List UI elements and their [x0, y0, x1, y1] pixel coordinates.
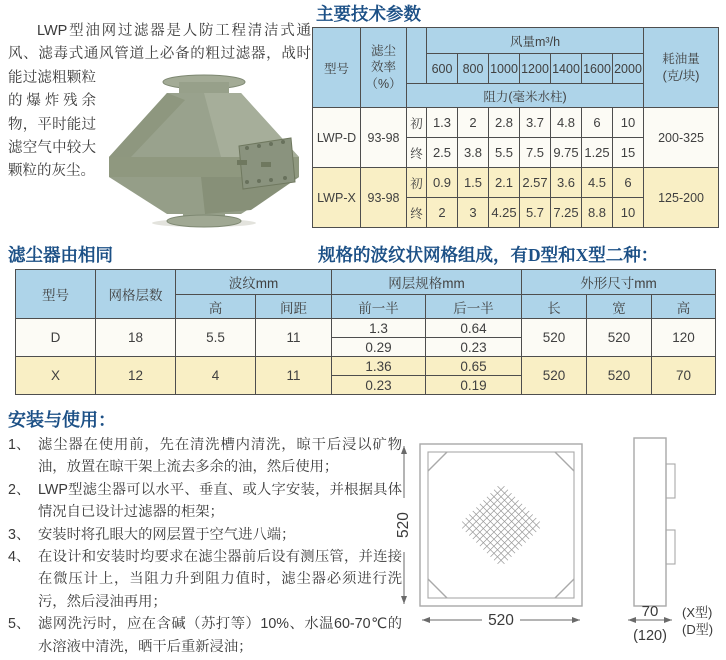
section-title-install: 安装与使用：: [8, 410, 116, 430]
model-cell: X: [16, 357, 96, 395]
section-title-tech-params: 主要技术参数: [316, 4, 421, 24]
list-item-number: 3、: [8, 526, 31, 543]
value-cell: 8.8: [582, 198, 613, 228]
filter-photo: [101, 70, 311, 228]
list-item-number: 4、: [8, 549, 31, 566]
col-header-corr-spacing: 间距: [256, 295, 332, 319]
intro-text-2: 能过滤粗颗粒的爆炸残余物，平时能过滤空气中较大颗粒的灰尘。: [8, 69, 96, 180]
col-header-flow: 600: [427, 54, 458, 84]
mesh-spec-table: [15, 269, 716, 395]
corr-height-cell: 4: [176, 357, 256, 395]
value-cell: 0.9: [427, 168, 458, 198]
corr-height-cell: 5.5: [176, 319, 256, 357]
model-cell: D: [16, 319, 96, 357]
spacer-cell: [407, 28, 427, 84]
col-header-flow: 1200: [520, 54, 551, 84]
value-cell: 3: [458, 198, 489, 228]
value-cell: 5.5: [489, 138, 520, 168]
front-dimensions: [404, 446, 580, 620]
col-header-flow: 2000: [613, 54, 644, 84]
value-cell: 4.25: [489, 198, 520, 228]
height-cell: 120: [652, 319, 716, 357]
efficiency-cell: 93-98: [361, 168, 407, 228]
length-cell: 520: [522, 319, 587, 357]
height-cell: 70: [652, 357, 716, 395]
mesh-pattern: [459, 483, 544, 568]
tech-params-table: [312, 27, 719, 228]
side-width-alt-label: (120): [633, 628, 667, 644]
col-header-flow: 1400: [551, 54, 582, 84]
col-header-efficiency-line: 滤尘: [370, 43, 396, 58]
oil-cell: 200-325: [644, 108, 719, 168]
value-cell: 2.1: [489, 168, 520, 198]
col-header-height: 高: [652, 295, 716, 319]
col-header-airflow: 风量m³/h: [427, 28, 644, 54]
side-width-label: 70: [641, 603, 659, 620]
value-cell: 1.36: [332, 357, 426, 376]
col-header-model: 型号: [313, 28, 361, 108]
list-item: [8, 613, 402, 658]
col-header-dimensions: 外形尺寸mm: [522, 270, 716, 295]
value-cell: 4.8: [551, 108, 582, 138]
value-cell: 3.6: [551, 168, 582, 198]
list-item-text: 滤网洗污时，应在含碱（苏打等）10%、水温60-70℃的水溶液中清洗，晒干后重新浸油；: [38, 616, 402, 655]
value-cell: 4.5: [582, 168, 613, 198]
list-item: [8, 524, 402, 546]
row-label-final: 终: [407, 198, 427, 228]
front-height-label: 520: [395, 512, 413, 538]
model-cell: LWP-X: [313, 168, 361, 228]
efficiency-cell: 93-98: [361, 108, 407, 168]
list-item-text: 安装时将孔眼大的网层置于空气进八端；: [38, 526, 296, 543]
col-header-flow: 800: [458, 54, 489, 84]
value-cell: 10: [613, 198, 644, 228]
list-item-text: LWP型滤尘器可以水平、垂直、或人字安装，并根据具体情况自已设计过滤器的柜架；: [38, 481, 402, 521]
col-header-oil-line: 耗油量: [662, 52, 700, 66]
side-view: [634, 438, 675, 606]
row-label-final: 终: [407, 138, 427, 168]
row-label-initial: 初: [407, 108, 427, 138]
section-title-mesh-left: 滤尘器由相同: [8, 245, 113, 265]
value-cell: 3.8: [458, 138, 489, 168]
col-header-efficiency-line: 效率: [370, 60, 396, 75]
intro-text-1: LWP型油网过滤器是人防工程清洁式通风、滤毒式通风管道上必备的粗过滤器，战时: [8, 23, 311, 63]
layers-cell: 12: [96, 357, 176, 395]
value-cell: 2.5: [427, 138, 458, 168]
col-header-corrugation: 波纹mm: [176, 270, 332, 295]
list-item-number: 5、: [8, 616, 31, 633]
col-header-corr-height: 高: [176, 295, 256, 319]
col-header-mesh-spec: 网层规格mm: [332, 270, 522, 295]
list-item: [8, 479, 402, 524]
value-cell: 0.23: [332, 376, 426, 395]
value-cell: 1.3: [427, 108, 458, 138]
front-width-label: 520: [488, 612, 514, 629]
list-item: [8, 546, 402, 613]
value-cell: 5.7: [520, 198, 551, 228]
corr-spacing-cell: 11: [256, 357, 332, 395]
value-cell: 2: [458, 108, 489, 138]
dimension-drawing: [392, 430, 726, 658]
value-cell: 7.5: [520, 138, 551, 168]
value-cell: 15: [613, 138, 644, 168]
value-cell: 0.64: [426, 319, 522, 338]
col-header-efficiency: [361, 28, 407, 108]
value-cell: 0.23: [426, 338, 522, 357]
length-cell: 520: [522, 357, 587, 395]
value-cell: 2.8: [489, 108, 520, 138]
col-header-oil: [644, 28, 719, 108]
list-item: [8, 434, 402, 479]
value-cell: 6: [582, 108, 613, 138]
list-item-text: 在设计和安装时均要求在滤尘器前后设有测压管，并连接在微压计上，当阻力升到阻力值时，滤尘器必须进行洗污，然后浸油再用；: [38, 549, 402, 610]
list-item-number: 2、: [8, 481, 31, 498]
list-item-text: 滤尘器在使用前，先在清洗槽内清洗，晾干后浸以矿物油，放置在晾干架上流去多余的油，然后使用；: [38, 437, 402, 476]
d-type-label: (D型): [682, 622, 714, 637]
value-cell: 0.29: [332, 338, 426, 357]
model-cell: LWP-D: [313, 108, 361, 168]
value-cell: 0.19: [426, 376, 522, 395]
col-header-model: 型号: [16, 270, 96, 319]
value-cell: 6: [613, 168, 644, 198]
value-cell: 3.7: [520, 108, 551, 138]
col-header-length: 长: [522, 295, 587, 319]
list-item-number: 1、: [8, 437, 31, 453]
col-header-width: 宽: [587, 295, 652, 319]
intro-paragraph: [8, 20, 311, 184]
layers-cell: 18: [96, 319, 176, 357]
col-header-flow: 1000: [489, 54, 520, 84]
col-header-flow: 1600: [582, 54, 613, 84]
corr-spacing-cell: 11: [256, 319, 332, 357]
col-header-layers: 网格层数: [96, 270, 176, 319]
install-list: [8, 434, 402, 658]
value-cell: 7.25: [551, 198, 582, 228]
section-title-mesh-right: 规格的波纹状网格组成，有D型和X型二种：: [318, 245, 659, 265]
value-cell: 1.3: [332, 319, 426, 338]
width-cell: 520: [587, 319, 652, 357]
value-cell: 1.25: [582, 138, 613, 168]
intro-block: [8, 20, 311, 230]
col-header-oil-line: (克/块): [662, 68, 700, 83]
value-cell: 2.57: [520, 168, 551, 198]
value-cell: 1.5: [458, 168, 489, 198]
value-cell: 10: [613, 108, 644, 138]
col-header-front-half: 前一半: [332, 295, 426, 319]
col-header-efficiency-line: （%）: [365, 76, 402, 91]
x-type-label: (X型): [682, 605, 713, 620]
width-cell: 520: [587, 357, 652, 395]
value-cell: 2: [427, 198, 458, 228]
value-cell: 9.75: [551, 138, 582, 168]
col-header-back-half: 后一半: [426, 295, 522, 319]
row-label-initial: 初: [407, 168, 427, 198]
value-cell: 0.65: [426, 357, 522, 376]
col-header-resistance: 阻力(毫米水柱): [407, 84, 644, 108]
oil-cell: 125-200: [644, 168, 719, 228]
